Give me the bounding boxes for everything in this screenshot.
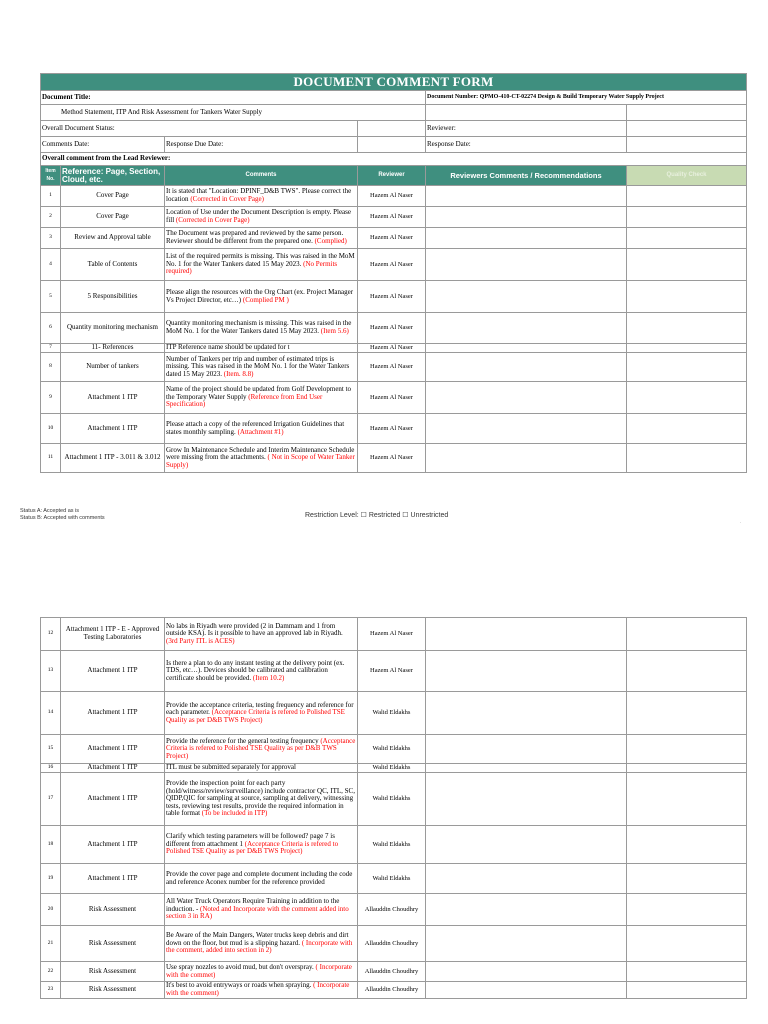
comment-form-page-2 xyxy=(40,617,746,999)
form-title: DOCUMENT COMMENT FORM xyxy=(41,74,747,91)
comment-cell xyxy=(165,344,358,353)
table-row xyxy=(41,313,747,344)
comment-cell xyxy=(165,764,358,773)
quality-check-cell xyxy=(627,382,747,414)
recommendation-cell xyxy=(426,692,627,735)
contractor-response: (Reference from End User Specification) xyxy=(166,392,323,409)
table-row xyxy=(41,444,747,473)
table-row xyxy=(41,764,747,773)
contractor-response: ( Incorporate with the commet) xyxy=(166,962,352,979)
reference-cell: Cover Page xyxy=(61,207,165,228)
reference-cell: Attachment 1 ITP xyxy=(61,864,165,894)
comment-cell xyxy=(165,382,358,414)
recommendation-cell xyxy=(426,353,627,382)
contractor-response: (Item 10.2) xyxy=(252,673,285,682)
table-row xyxy=(41,186,747,207)
comment-text: Name of the project should be updated from Golf Development to the Temporary Water Supply xyxy=(166,385,352,401)
table-row xyxy=(41,651,747,692)
item-number: 5 xyxy=(41,281,61,313)
contractor-response: (Item. 8.8) xyxy=(223,369,254,378)
contractor-response: (3rd Party ITL is ACES) xyxy=(166,636,235,645)
item-number: 23 xyxy=(41,982,61,999)
table-row xyxy=(41,414,747,444)
contractor-response: ( Incorporate with the comment) xyxy=(166,981,350,997)
item-number: 8 xyxy=(41,353,61,382)
reference-cell: Cover Page xyxy=(61,186,165,207)
comment-text: Number of Tankers per trip and number of estimated trips is missing. This was raised in the MoM No. 1 for the Water Tankers dated 15 May 2023. xyxy=(166,354,350,378)
recommendation-cell xyxy=(426,249,627,281)
page-mark: . xyxy=(740,520,742,525)
reference-cell: Quantity monitoring mechanism xyxy=(61,313,165,344)
item-number: 17 xyxy=(41,773,61,826)
recommendation-cell xyxy=(426,281,627,313)
recommendation-cell xyxy=(426,444,627,473)
comment-rows-page-2 xyxy=(41,618,747,999)
header-reference: Reference: Page, Section, Cloud, etc. xyxy=(61,166,165,186)
reviewer-cell: Walid Eldakhs xyxy=(358,735,426,764)
table-row xyxy=(41,894,747,926)
comment-text: Please attach a copy of the referenced Irrigation Guidelines that states monthly sampling. xyxy=(166,419,345,436)
quality-check-cell xyxy=(627,926,747,962)
quality-check-cell xyxy=(627,353,747,382)
comment-form-table xyxy=(40,73,747,473)
comments-date-label: Comments Date: xyxy=(41,137,165,153)
quality-check-cell xyxy=(627,735,747,764)
comment-cell xyxy=(165,249,358,281)
quality-check-cell xyxy=(627,651,747,692)
comment-text: It is stated that "Location: DPINF_D&B TWS". Please correct the location xyxy=(166,187,352,203)
table-row xyxy=(41,864,747,894)
reviewer-cell: Hazem Al Naser xyxy=(358,281,426,313)
comment-cell xyxy=(165,414,358,444)
response-due-date-label: Response Due Date: xyxy=(165,137,358,153)
item-number: 7 xyxy=(41,344,61,353)
comment-text: Be Aware of the Main Dangers, Water trucks keep debris and dirt down on the floor, but mud is a slipping hazard. xyxy=(166,931,349,947)
table-row xyxy=(41,773,747,826)
reviewer-cell: Allauddin Choudhry xyxy=(358,982,426,999)
header-comments: Comments xyxy=(165,166,358,186)
contractor-response: (Corrected in Cover Page) xyxy=(175,216,250,224)
recommendation-cell xyxy=(426,894,627,926)
document-title-value: Method Statement, ITP And Risk Assessment for Tankers Water Supply xyxy=(41,105,426,121)
reviewer-label: Reviewer: xyxy=(426,121,627,137)
quality-check-cell xyxy=(627,444,747,473)
contractor-response: (Acceptance Criteria is refered to Polished TSE Quality as per D&B TWS Project) xyxy=(166,839,339,856)
empty-cell xyxy=(426,105,627,121)
header-reviewer: Reviewer xyxy=(358,166,426,186)
header-quality-check: Quality Check xyxy=(627,166,747,186)
item-number: 10 xyxy=(41,414,61,444)
comment-text: Quantity monitoring mechanism is missing. This was raised in the MoM No. 1 for the Water Tankers dated 15 May 2023. xyxy=(166,319,352,335)
quality-check-cell xyxy=(627,773,747,826)
overall-comment-label: Overall comment from the Lead Reviewer: xyxy=(41,153,747,166)
table-row xyxy=(41,249,747,281)
comment-text: Location of Use under the Document Description is empty. Please fill xyxy=(166,208,351,224)
item-number: 2 xyxy=(41,207,61,228)
recommendation-cell xyxy=(426,962,627,982)
reviewer-cell: Hazem Al Naser xyxy=(358,353,426,382)
comment-cell xyxy=(165,735,358,764)
reference-cell: 5 Responsibilities xyxy=(61,281,165,313)
comment-cell xyxy=(165,207,358,228)
comment-cell xyxy=(165,692,358,735)
comment-text: Provide the inspection point for each party (hold/witness/review/surveillance) include contractor QC, ITL, SC, QIDP,QIC for sampling at source, sampling at delivery, witnessing tests, reviewing test results, provide the required information in table format xyxy=(166,779,355,818)
reference-cell: Attachment 1 ITP xyxy=(61,692,165,735)
comment-text: Is there a plan to do any instant testing at the delivery point (ex. TDS, etc…). Devices should be calibrated and calibration certificate should be provided. xyxy=(166,658,345,682)
recommendation-cell xyxy=(426,382,627,414)
empty-cell xyxy=(627,105,747,121)
table-row xyxy=(41,962,747,982)
comment-text: Provide the reference for the general testing frequency xyxy=(166,736,321,745)
reviewer-cell: Hazem Al Naser xyxy=(358,651,426,692)
table-row xyxy=(41,926,747,962)
table-row xyxy=(41,692,747,735)
comment-text: All Water Truck Operators Require Training in addition to the induction. - xyxy=(166,897,340,913)
recommendation-cell xyxy=(426,228,627,249)
reviewer-cell: Hazem Al Naser xyxy=(358,444,426,473)
reference-cell: Attachment 1 ITP xyxy=(61,414,165,444)
status-a: Status A: Accepted as is xyxy=(20,508,80,514)
quality-check-cell xyxy=(627,618,747,651)
reviewer-cell: Hazem Al Naser xyxy=(358,313,426,344)
recommendation-cell xyxy=(426,773,627,826)
recommendation-cell xyxy=(426,207,627,228)
table-row xyxy=(41,344,747,353)
contractor-response: (No Permits required) xyxy=(166,259,338,276)
table-row xyxy=(41,228,747,249)
response-date-label: Response Date: xyxy=(426,137,627,153)
item-number: 19 xyxy=(41,864,61,894)
quality-check-cell xyxy=(627,249,747,281)
quality-check-cell xyxy=(627,228,747,249)
reference-cell: Review and Approval table xyxy=(61,228,165,249)
reference-cell: Attachment 1 ITP xyxy=(61,735,165,764)
quality-check-cell xyxy=(627,826,747,864)
quality-check-cell xyxy=(627,894,747,926)
comment-cell xyxy=(165,281,358,313)
comment-text: Please align the resources with the Org Chart (ex. Project Manager Vs Project Director, etc…) xyxy=(166,287,354,304)
comment-text: Use spray nozzles to avoid mud, but don't overspray. xyxy=(166,962,316,971)
document-number-label: Document Number: QPMO-410-CT-02274 Design & Build Temporary Water Supply Project xyxy=(426,91,747,105)
item-number: 22 xyxy=(41,962,61,982)
document-title-label: Document Title: xyxy=(41,91,426,105)
quality-check-cell xyxy=(627,186,747,207)
comment-form-page-1 xyxy=(40,73,746,473)
contractor-response: ( Not in Scope of Water Tanker Supply) xyxy=(166,453,355,469)
item-number: 9 xyxy=(41,382,61,414)
contractor-response: ( Incorporate with the comment, added into section in 2) xyxy=(166,938,353,955)
recommendation-cell xyxy=(426,826,627,864)
reference-cell: Risk Assessment xyxy=(61,894,165,926)
recommendation-cell xyxy=(426,651,627,692)
reviewer-cell: Walid Eldakhs xyxy=(358,764,426,773)
item-number: 12 xyxy=(41,618,61,651)
table-row xyxy=(41,735,747,764)
contractor-response: (To be included in ITP) xyxy=(201,809,268,818)
reference-cell: Attachment 1 ITP xyxy=(61,651,165,692)
reference-cell: Table of Contents xyxy=(61,249,165,281)
reviewer-cell: Walid Eldakhs xyxy=(358,773,426,826)
table-row xyxy=(41,281,747,313)
contractor-response: (Item 5.6) xyxy=(320,327,349,335)
status-b: Status B: Accepted with comments xyxy=(20,514,105,521)
comment-cell xyxy=(165,444,358,473)
reviewer-cell: Allauddin Choudhry xyxy=(358,926,426,962)
quality-check-cell xyxy=(627,864,747,894)
reference-cell: Risk Assessment xyxy=(61,982,165,999)
quality-check-cell xyxy=(627,344,747,353)
quality-check-cell xyxy=(627,982,747,999)
empty-cell xyxy=(627,137,747,153)
comment-cell xyxy=(165,353,358,382)
item-number: 16 xyxy=(41,764,61,773)
quality-check-cell xyxy=(627,962,747,982)
comment-text: It's best to avoid entryways or roads when spraying. xyxy=(166,981,314,990)
comment-form-table-continued xyxy=(40,617,747,999)
reviewer-cell: Hazem Al Naser xyxy=(358,382,426,414)
comment-rows-page-1 xyxy=(41,186,747,473)
item-number: 3 xyxy=(41,228,61,249)
recommendation-cell xyxy=(426,313,627,344)
reviewer-cell: Walid Eldakhs xyxy=(358,864,426,894)
quality-check-cell xyxy=(627,764,747,773)
reviewer-cell: Allauddin Choudhry xyxy=(358,894,426,926)
comment-text: Provide the acceptance criteria, testing frequency and reference for each parameter. xyxy=(166,700,354,717)
reviewer-cell: Hazem Al Naser xyxy=(358,344,426,353)
comment-text: Provide the cover page and complete document including the code and reference Aconex number for the reference provided xyxy=(166,869,353,886)
reviewer-cell: Allauddin Choudhry xyxy=(358,962,426,982)
comment-cell xyxy=(165,228,358,249)
quality-check-cell xyxy=(627,207,747,228)
quality-check-cell xyxy=(627,313,747,344)
contractor-response: (Noted and Incorporate with the comment added into section 3 in RA) xyxy=(166,904,349,921)
reviewer-cell: Hazem Al Naser xyxy=(358,249,426,281)
comment-text: No labs in Riyadh were provided (2 in Dammam and 1 from outside KSA). Is it possible to have an approved lab in Riyadh. xyxy=(166,621,343,638)
restriction-level: Restriction Level: ☐ Restricted ☐ Unrestricted xyxy=(305,512,449,519)
reference-cell: 11- References xyxy=(61,344,165,353)
comment-text: Clarify which testing parameters will be followed? page 7 is different from attachment 1 xyxy=(166,832,335,848)
reference-cell: Attachment 1 ITP xyxy=(61,382,165,414)
table-row xyxy=(41,207,747,228)
comment-cell xyxy=(165,982,358,999)
reviewer-cell: Walid Eldakhs xyxy=(358,692,426,735)
quality-check-cell xyxy=(627,692,747,735)
reference-cell: Attachment 1 ITP xyxy=(61,773,165,826)
reviewer-cell: Hazem Al Naser xyxy=(358,228,426,249)
contractor-response: (Corrected in Cover Page) xyxy=(190,195,264,203)
quality-check-cell xyxy=(627,281,747,313)
header-item-no: Item No. xyxy=(41,166,61,186)
item-number: 11 xyxy=(41,444,61,473)
item-number: 4 xyxy=(41,249,61,281)
reference-cell: Attachment 1 ITP xyxy=(61,826,165,864)
contractor-response: (Acceptance Criteria is refered to Polished TSE Quality as per D&B TWS Project) xyxy=(166,736,356,760)
comment-cell xyxy=(165,618,358,651)
reference-cell: Number of tankers xyxy=(61,353,165,382)
reviewer-cell: Hazem Al Naser xyxy=(358,186,426,207)
item-number: 1 xyxy=(41,186,61,207)
table-row xyxy=(41,382,747,414)
reference-cell: Attachment 1 ITP - 3.011 & 3.012 xyxy=(61,444,165,473)
comment-text: List of the required permits is missing. This was raised in the MoM No. 1 for the Water Tankers dated 15 May 2023. xyxy=(166,252,355,268)
comment-cell xyxy=(165,313,358,344)
item-number: 13 xyxy=(41,651,61,692)
overall-status-label: Overall Document Status: xyxy=(41,121,358,137)
item-number: 15 xyxy=(41,735,61,764)
item-number: 14 xyxy=(41,692,61,735)
recommendation-cell xyxy=(426,186,627,207)
reference-cell: Risk Assessment xyxy=(61,962,165,982)
comment-text: The Document was prepared and reviewed by the same person. Reviewer should be different from the prepared one. xyxy=(166,229,344,245)
contractor-response: (Complied PM ) xyxy=(242,295,289,304)
empty-cell xyxy=(358,137,426,153)
recommendation-cell xyxy=(426,926,627,962)
contractor-response: (Complied) xyxy=(314,237,347,245)
item-number: 18 xyxy=(41,826,61,864)
recommendation-cell xyxy=(426,982,627,999)
comment-text: ITP Reference name should be updated for t xyxy=(166,343,290,352)
recommendation-cell xyxy=(426,864,627,894)
item-number: 6 xyxy=(41,313,61,344)
reviewer-cell: Walid Eldakhs xyxy=(358,826,426,864)
table-row xyxy=(41,618,747,651)
empty-cell xyxy=(627,121,747,137)
recommendation-cell xyxy=(426,735,627,764)
comment-cell xyxy=(165,926,358,962)
comment-cell xyxy=(165,962,358,982)
comment-cell xyxy=(165,186,358,207)
reference-cell: Attachment 1 ITP - E - Approved Testing Laboratories xyxy=(61,618,165,651)
table-row xyxy=(41,982,747,999)
reference-cell: Risk Assessment xyxy=(61,926,165,962)
table-row xyxy=(41,826,747,864)
comment-cell xyxy=(165,826,358,864)
quality-check-cell xyxy=(627,414,747,444)
item-number: 20 xyxy=(41,894,61,926)
reviewer-cell: Hazem Al Naser xyxy=(358,618,426,651)
header-reviewers-comments: Reviewers Comments / Recommendations xyxy=(426,166,627,186)
contractor-response: (Acceptance Criteria is refered to Polished TSE Quality as per D&B TWS Project) xyxy=(166,708,345,724)
comment-cell xyxy=(165,651,358,692)
reference-cell: Attachment 1 ITP xyxy=(61,764,165,773)
reviewer-cell: Hazem Al Naser xyxy=(358,414,426,444)
table-row xyxy=(41,353,747,382)
item-number: 21 xyxy=(41,926,61,962)
recommendation-cell xyxy=(426,764,627,773)
comment-cell xyxy=(165,894,358,926)
recommendation-cell xyxy=(426,414,627,444)
recommendation-cell xyxy=(426,618,627,651)
comment-cell xyxy=(165,773,358,826)
reviewer-cell: Hazem Al Naser xyxy=(358,207,426,228)
comment-text: Grow In Maintenance Schedule and Interim Maintenance Schedule were missing from the attachments. xyxy=(166,445,355,462)
empty-cell xyxy=(358,121,426,137)
recommendation-cell xyxy=(426,344,627,353)
comment-text: ITL must be submitted separately for approval xyxy=(166,763,296,772)
contractor-response: (Attachment #1) xyxy=(237,427,284,436)
comment-cell xyxy=(165,864,358,894)
